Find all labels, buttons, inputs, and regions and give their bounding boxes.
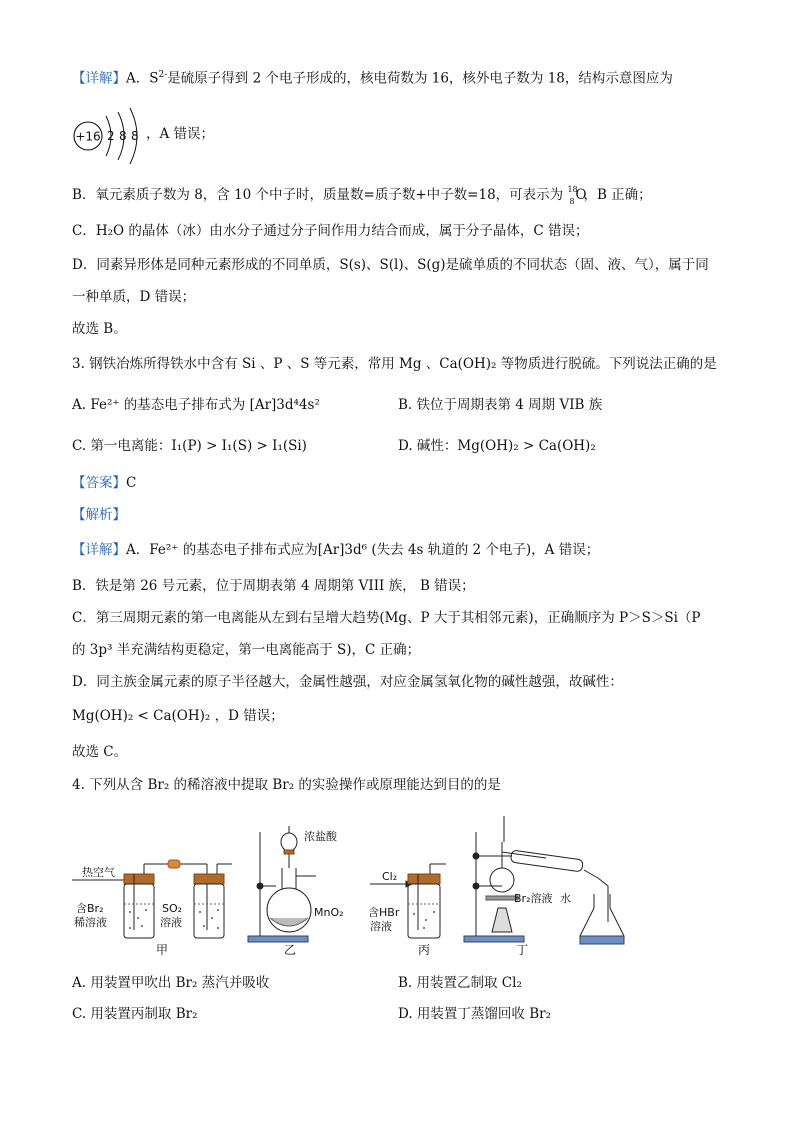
q3-option-b: B. 铁位于周期表第 4 周期 VIB 族 — [398, 397, 603, 413]
svg-text:2: 2 — [107, 129, 115, 143]
q4-apparatus-figure — [72, 812, 652, 962]
label-br2-solution: Br₂溶液 — [514, 892, 553, 905]
q3-detail-c-1: C．第三周期元素的第一电离能从左到右呈增大趋势(Mg、P 大于其相邻元素)，正确顺序为 P＞S＞Si（P — [72, 610, 701, 626]
q3-analysis-tag: 【解析】 — [72, 507, 126, 523]
q3-detail-d-1: D．同主族金属元素的原子半径越大，金属性越强，对应金属氢氧化物的碱性越强，故碱性： — [72, 674, 623, 690]
q2-detail-a: 【详解】A．$S^{2-}$是硫原子得到 2 个电子形成的，核电荷数为 16，核外电子数为 18，结构示意图应为 — [72, 70, 673, 87]
apparatus-yi — [248, 826, 316, 942]
q2-detail-d-2: 一种单质，D 错误； — [72, 289, 196, 305]
label-br2-sol-2: 稀溶液 — [74, 916, 107, 929]
label-cl2: Cl₂ — [382, 870, 398, 883]
label-water: 水 — [560, 892, 571, 905]
q4-option-d: D. 用装置丁蒸馏回收 Br₂ — [398, 1006, 552, 1022]
q2-detail-c: C．H₂O 的晶体（冰）由水分子通过分子间作用力结合而成，属于分子晶体，C 错误； — [72, 223, 589, 239]
label-conc-hcl: 浓盐酸 — [304, 830, 337, 843]
q4-option-b: B. 用装置乙制取 Cl₂ — [398, 975, 522, 991]
q2-choose: 故选 B。 — [72, 321, 127, 337]
q3-option-c: C. 第一电离能：I₁(P) > I₁(S) > I₁(Si) — [72, 438, 307, 454]
detail-tag: 【详解】 — [72, 542, 126, 558]
q3-detail-b: B．铁是第 26 号元素，位于周期表第 4 周期第 VIII 族， B 错误； — [72, 578, 475, 594]
q3-choose: 故选 C。 — [72, 744, 128, 760]
label-bing: 丙 — [418, 943, 431, 957]
label-jia: 甲 — [156, 943, 169, 957]
q2-detail-d-1: D．同素异形体是同种元素形成的不同单质，S(s)、S(l)、S(g)是硫单质的不同状态（固、液、气），属于同 — [72, 257, 709, 273]
q3-option-a: A. Fe²⁺ 的基态电子排布式为 [Ar]3d⁴4s² — [72, 397, 320, 413]
label-ding: 丁 — [516, 943, 529, 957]
q4-option-a: A. 用装置甲吹出 Br₂ 蒸汽并吸收 — [72, 975, 270, 991]
q2-a-conclusion: ，A 错误； — [146, 126, 215, 142]
label-so2-1: SO₂ — [162, 902, 183, 915]
q3-detail-c-2: 的 3p³ 半充满结构更稳定，第一电离能高于 S)，C 正确； — [72, 642, 421, 658]
label-so2-2: 溶液 — [160, 916, 182, 929]
svg-text:8: 8 — [119, 129, 127, 143]
answer-tag: 【答案】 — [72, 475, 126, 491]
q3-stem: 3. 钢铁冶炼所得铁水中含有 Si 、P 、S 等元素，常用 Mg 、Ca(OH)₂ 等物质进行脱硫。下列说法正确的是 — [72, 356, 717, 372]
label-hbr-1: 含HBr — [368, 906, 400, 919]
q4-option-c: C. 用装置丙制取 Br₂ — [72, 1006, 198, 1022]
detail-tag: 【详解】 — [72, 70, 126, 87]
label-hbr-2: 溶液 — [370, 920, 392, 933]
label-mno2: MnO₂ — [314, 906, 344, 919]
svg-text:+16: +16 — [75, 129, 101, 144]
q3-detail-d-2: Mg(OH)₂ < Ca(OH)₂ ，D 错误； — [72, 708, 284, 724]
apparatus-ding — [464, 816, 624, 944]
q3-option-d: D. 碱性：Mg(OH)₂ > Ca(OH)₂ — [398, 438, 596, 454]
q3-detail-a: 【详解】A．Fe²⁺ 的基态电子排布式应为[Ar]3d⁶ (失去 4s 轨道的 2 个电子)，A 错误； — [72, 542, 600, 558]
label-hot-air: 热空气 — [82, 866, 115, 879]
label-br2-sol-1: 含Br₂ — [76, 902, 104, 915]
svg-text:8: 8 — [131, 129, 139, 143]
q2-detail-b: B．氧元素质子数为 8，含 10 个中子时，质量数=质子数+中子数=18，可表示为 18 8 O ，B 正确； — [72, 185, 652, 206]
q3-answer: 【答案】C — [72, 475, 137, 491]
isotope-notation: 18 8 O — [567, 185, 587, 206]
q4-stem: 4. 下列从含 Br₂ 的稀溶液中提取 Br₂ 的实验操作或原理能达到目的的是 — [72, 777, 501, 793]
label-yi: 乙 — [284, 943, 297, 957]
